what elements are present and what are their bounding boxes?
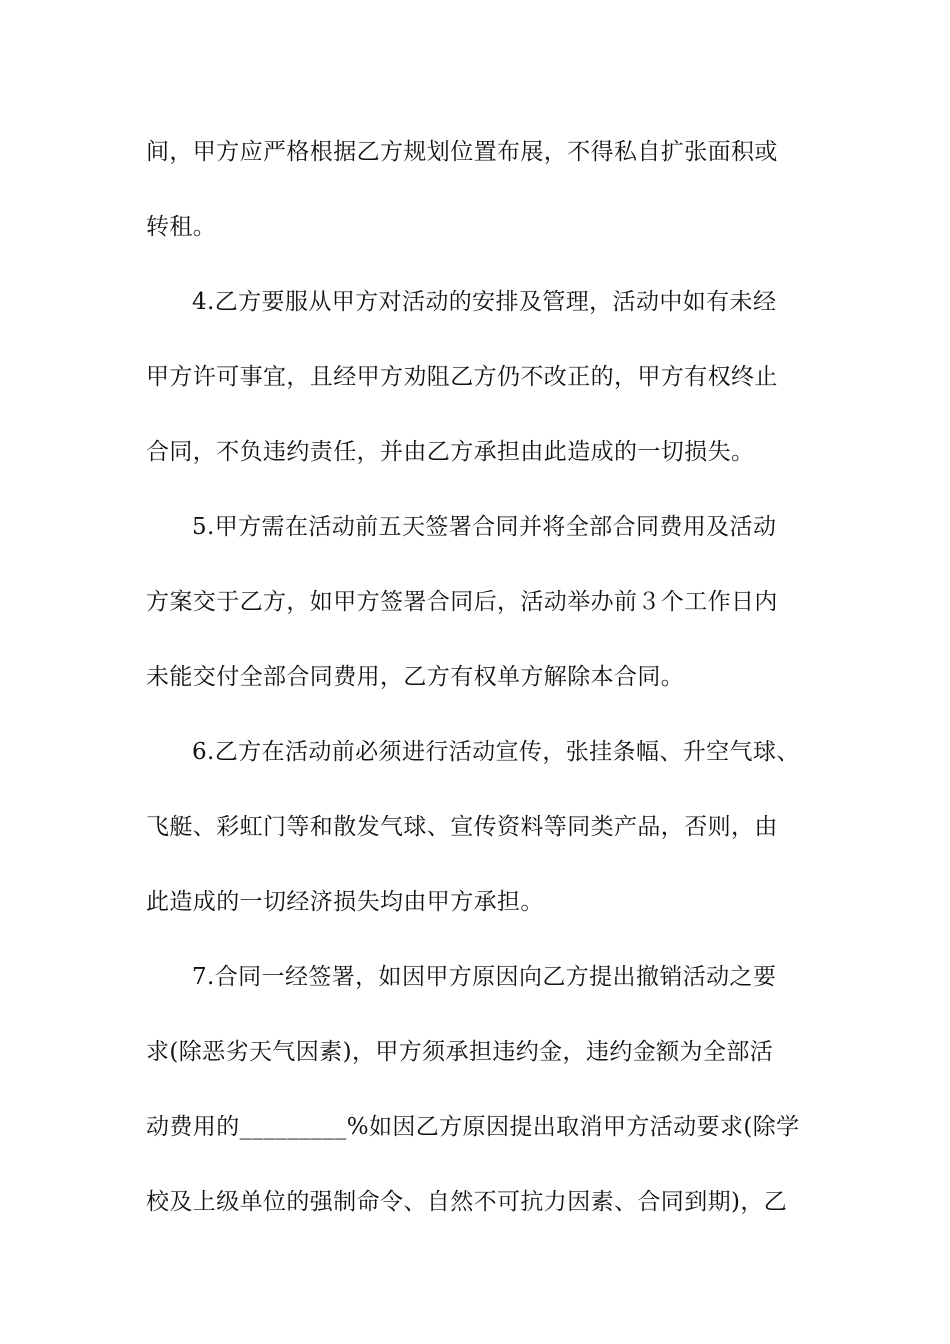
text-line: 间，甲方应严格根据乙方规划位置布展，不得私自扩张面积或 (146, 139, 778, 165)
text-line: 求(除恶劣天气因素)，甲方须承担违约金，违约金额为全部活 (146, 1039, 774, 1065)
text-line: 未能交付全部合同费用，乙方有权单方解除本合同。 (146, 664, 685, 690)
text-line: 转租。 (146, 214, 217, 240)
text-line: 此造成的一切经济损失均由甲方承担。 (146, 889, 544, 915)
text-line: 甲方许可事宜，且经甲方劝阻乙方仍不改正的，甲方有权终止 (146, 364, 778, 390)
paragraph-7-start: 7.合同一经签署，如因甲方原因向乙方提出撤销活动之要 (192, 964, 777, 990)
paragraph-4-start: 4.乙方要服从甲方对活动的安排及管理，活动中如有未经 (192, 289, 777, 315)
text-line: 合同，不负违约责任，并由乙方承担由此造成的一切损失。 (146, 439, 755, 465)
text-line: 校及上级单位的强制命令、自然不可抗力因素、合同到期)，乙 (146, 1189, 788, 1215)
text-line: 动费用的_________%如因乙方原因提出取消甲方活动要求(除学 (146, 1114, 800, 1140)
text-line: 方案交于乙方，如甲方签署合同后，活动举办前３个工作日内 (146, 589, 778, 615)
paragraph-5-start: 5.甲方需在活动前五天签署合同并将全部合同费用及活动 (192, 514, 777, 540)
paragraph-6-start: 6.乙方在活动前必须进行活动宣传，张挂条幅、升空气球、 (192, 739, 800, 765)
text-line: 飞艇、彩虹门等和散发气球、宣传资料等同类产品，否则，由 (146, 814, 778, 840)
